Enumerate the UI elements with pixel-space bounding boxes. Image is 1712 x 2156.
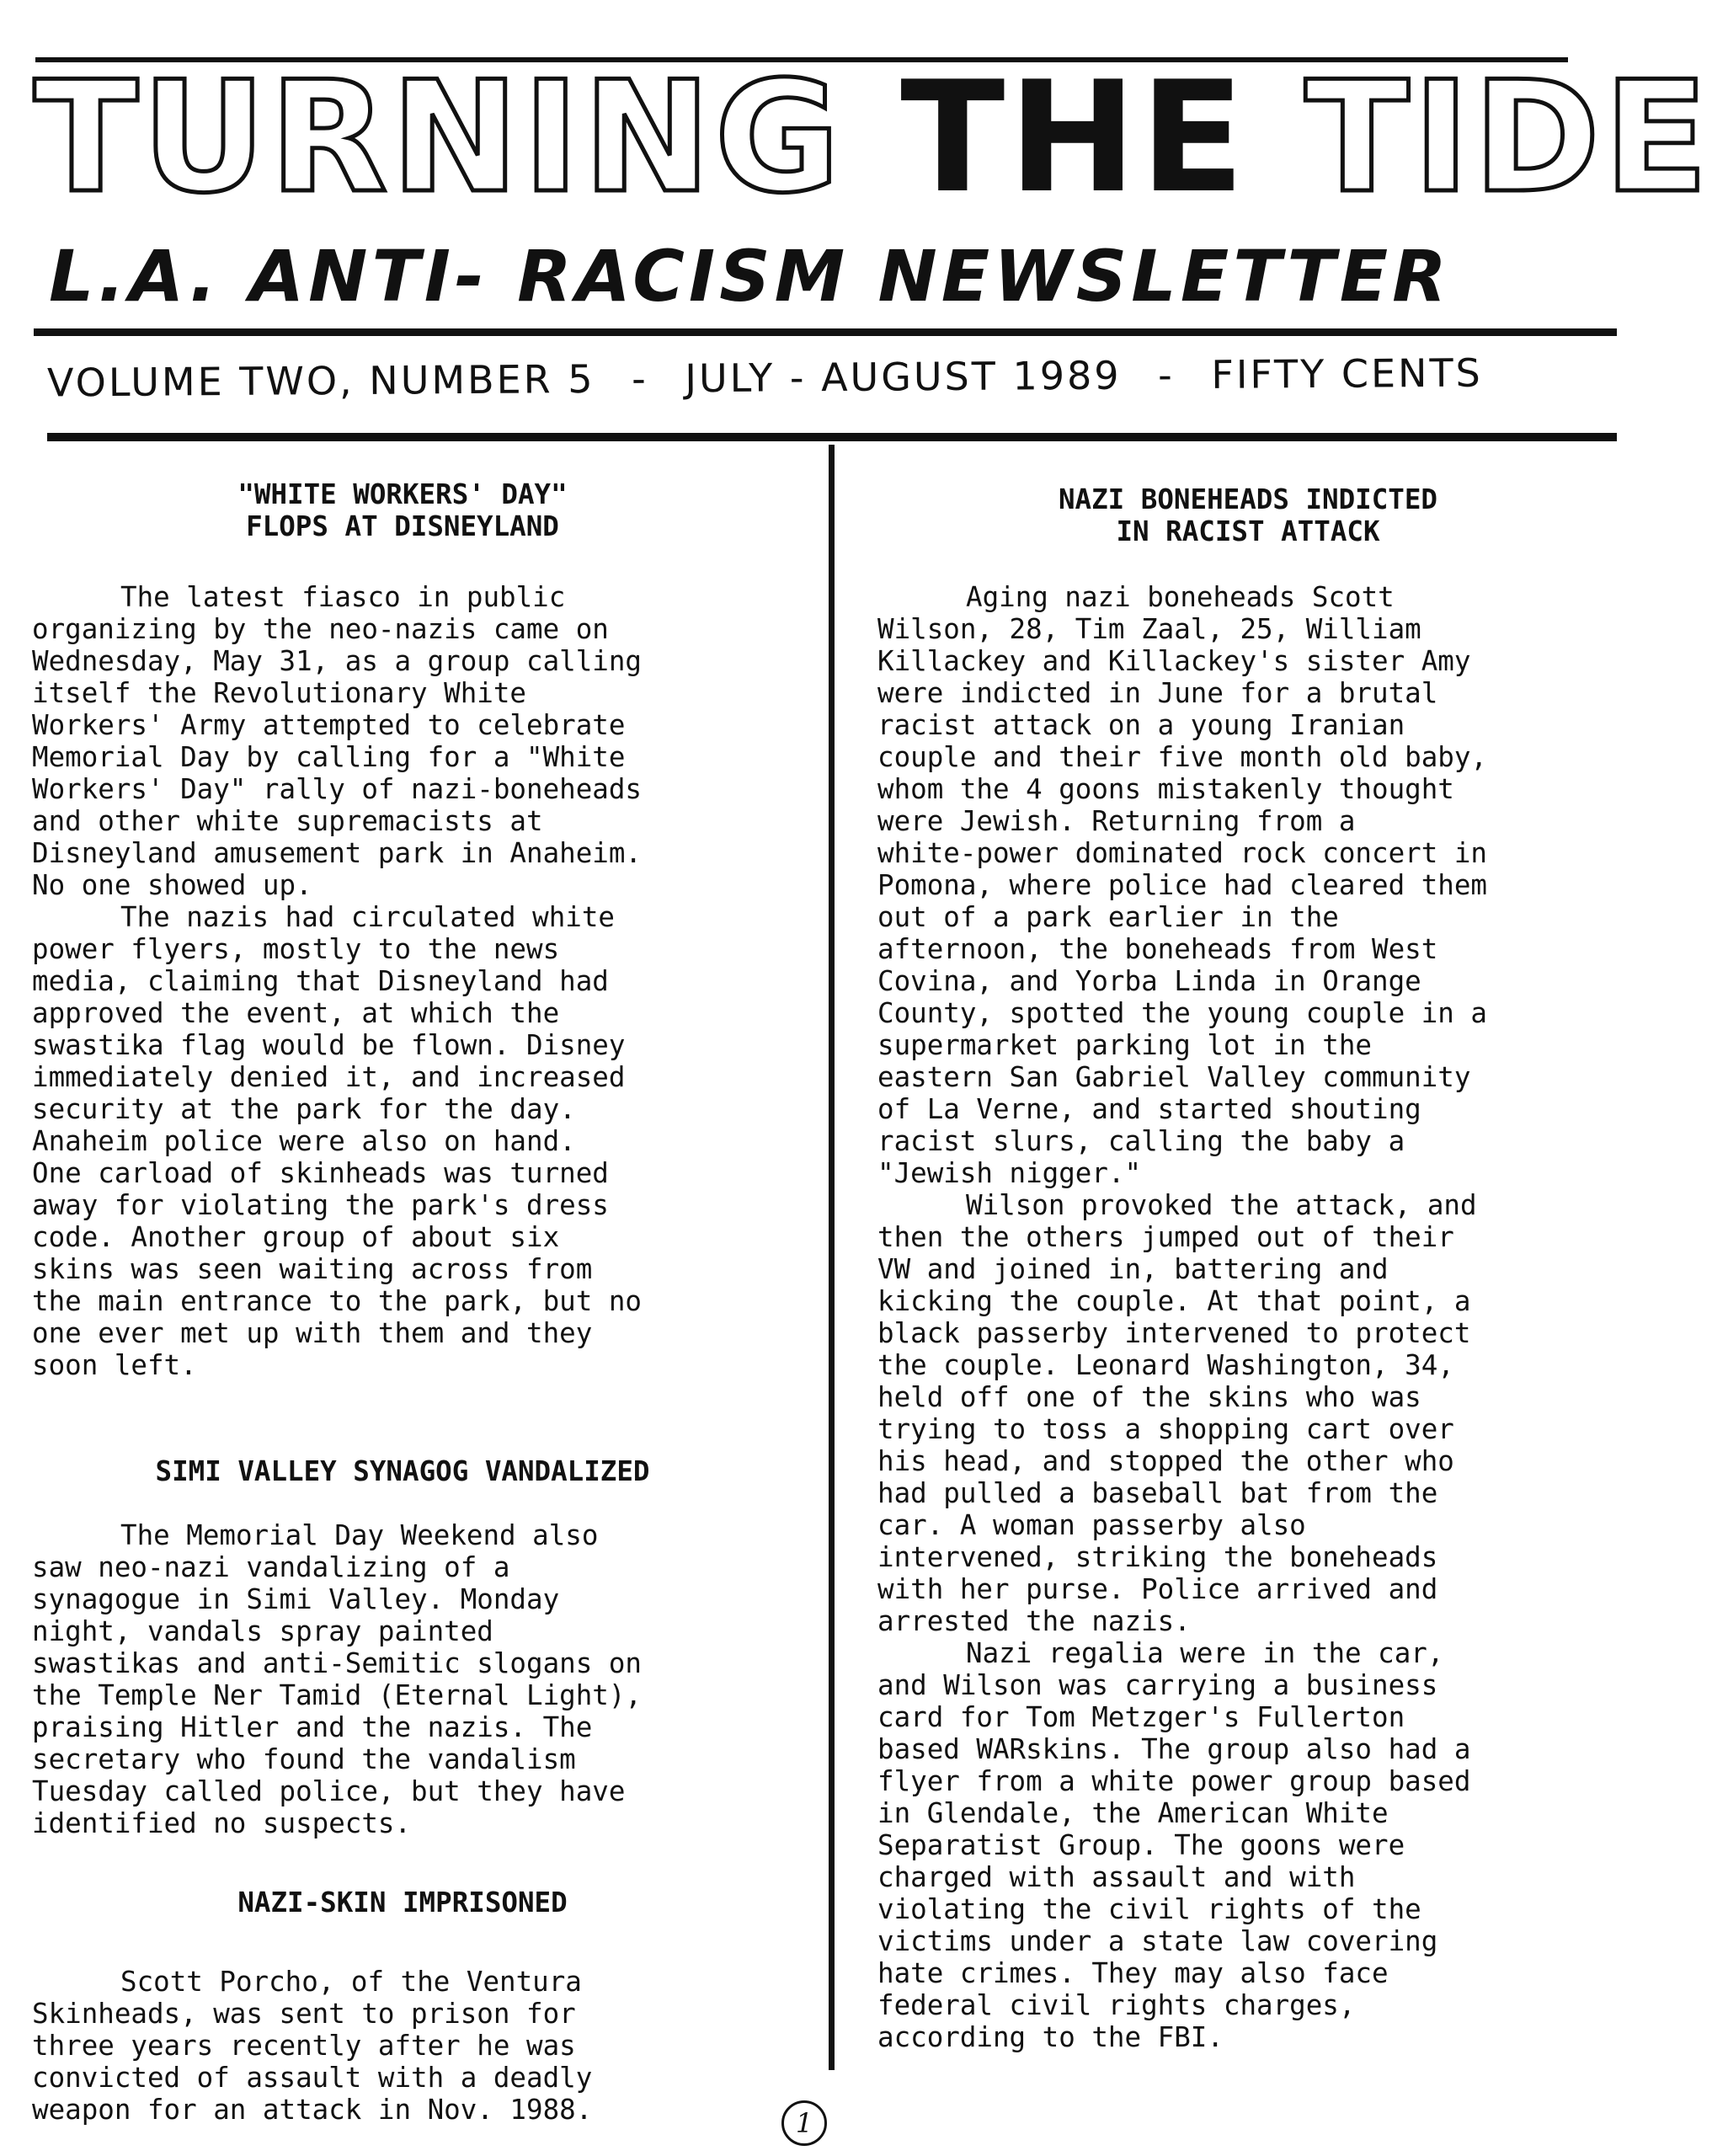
issue-volume: VOLUME TWO, NUMBER 5 — [46, 355, 595, 406]
masthead-title — [34, 48, 1712, 227]
article-headline: NAZI-SKIN IMPRISONED — [237, 1886, 568, 1919]
article-paragraph: The Memorial Day Weekend also saw neo-nazi vandalizing of a synagogue in Simi Valley. Monday night, vandals spray painted swastikas and anti-Semitic slogans on the Temple Ner Tamid (Eternal Light), praising Hitler and the nazis. The secretary who found the vandalism Tuesday called police, but they have identified no suspects. — [32, 1519, 642, 1839]
article-headline: SIMI VALLEY SYNAGOG VANDALIZED — [155, 1455, 650, 1487]
right-column — [877, 483, 1619, 2053]
issue-price: FIFTY CENTS — [1211, 350, 1483, 398]
issue-separator: - — [631, 355, 648, 402]
article-paragraph: Nazi regalia were in the car, and Wilson was carrying a business card for Tom Metzger's Fullerton based WARskins. The group also had a flyer from a white power group based in Glendale, the American White Separatist Group. The goons were charged with assault and with violating the civil rights of the victims under a state law covering hate crimes. They may also face federal civil rights charges, according to the FBI. — [877, 1637, 1471, 2053]
column-divider — [829, 445, 835, 2070]
article-paragraph: The latest fiasco in public organizing by the neo-nazis came on Wednesday, May 31, as a group calling itself the Revolutionary White Workers' Army attempted to celebrate Memorial Day by calling for a "White Workers' Day" rally of nazi-boneheads and other white supremacists at Disneyland amusement park in Anaheim. No one showed up. — [32, 581, 642, 901]
masthead-title-tide: TIDE — [1304, 48, 1712, 227]
masthead-title-turning: TURNING — [34, 48, 844, 227]
article-paragraph: The nazis had circulated white power flyers, mostly to the news media, claiming that Disneyland had approved the event, at which the swastika flag would be flown. Disney immediately denied it, and increased security at the park for the day. Anaheim police were also on hand. One carload of skinheads was turned away for violating the park's dress code. Another group of about six skins was seen waiting across from the main entrance to the park, but no one ever met up with them and they soon left. — [32, 901, 642, 1381]
issue-rule — [47, 433, 1617, 441]
article-paragraph: Scott Porcho, of the Ventura Skinheads, was sent to prison for three years recently after he was convicted of assault with a deadly weapon for an attack in Nov. 1988. — [32, 1966, 593, 2126]
article-paragraph: Wilson provoked the attack, and then the others jumped out of their VW and joined in, battering and kicking the couple. At that point, a black passerby intervened to protect the couple. Leonard Washington, 34, held off one of the skins who was trying to toss a shopping cart over his head, and stopped the other who had pulled a baseball bat from the car. A woman passerby also intervened, striking the boneheads with her purse. Police arrived and arrested the nazis. — [877, 1189, 1477, 1637]
subtitle-rule — [34, 328, 1617, 336]
issue-separator: - — [1157, 352, 1175, 398]
left-column — [32, 478, 773, 2126]
page-number: 1 — [781, 2100, 827, 2146]
article-paragraph: Aging nazi boneheads Scott Wilson, 28, Tim Zaal, 25, William Killackey and Killackey's sister Amy were indicted in June for a brutal racist attack on a young Iranian couple and their five month old baby, whom the 4 goons mistakenly thought were Jewish. Returning from a white-power dominated rock concert in Pomona, where police had cleared them out of a park earlier in the afternoon, the boneheads from West Covina, and Yorba Linda in Orange County, spotted the young couple in a supermarket parking lot in the eastern San Gabriel Valley community of La Verne, and started shouting racist slurs, calling the baby a "Jewish nigger." — [877, 581, 1487, 1189]
issue-line — [47, 347, 1613, 408]
masthead-subtitle: L.A. ANTI- RACISM NEWSLETTER — [49, 235, 1451, 318]
masthead-title-the: THE — [900, 48, 1248, 227]
article-headline: "WHITE WORKERS' DAY" FLOPS AT DISNEYLAND — [237, 478, 568, 542]
issue-date: JULY - AUGUST 1989 — [685, 352, 1122, 402]
article-headline: NAZI BONEHEADS INDICTED IN RACIST ATTACK — [1058, 483, 1438, 547]
